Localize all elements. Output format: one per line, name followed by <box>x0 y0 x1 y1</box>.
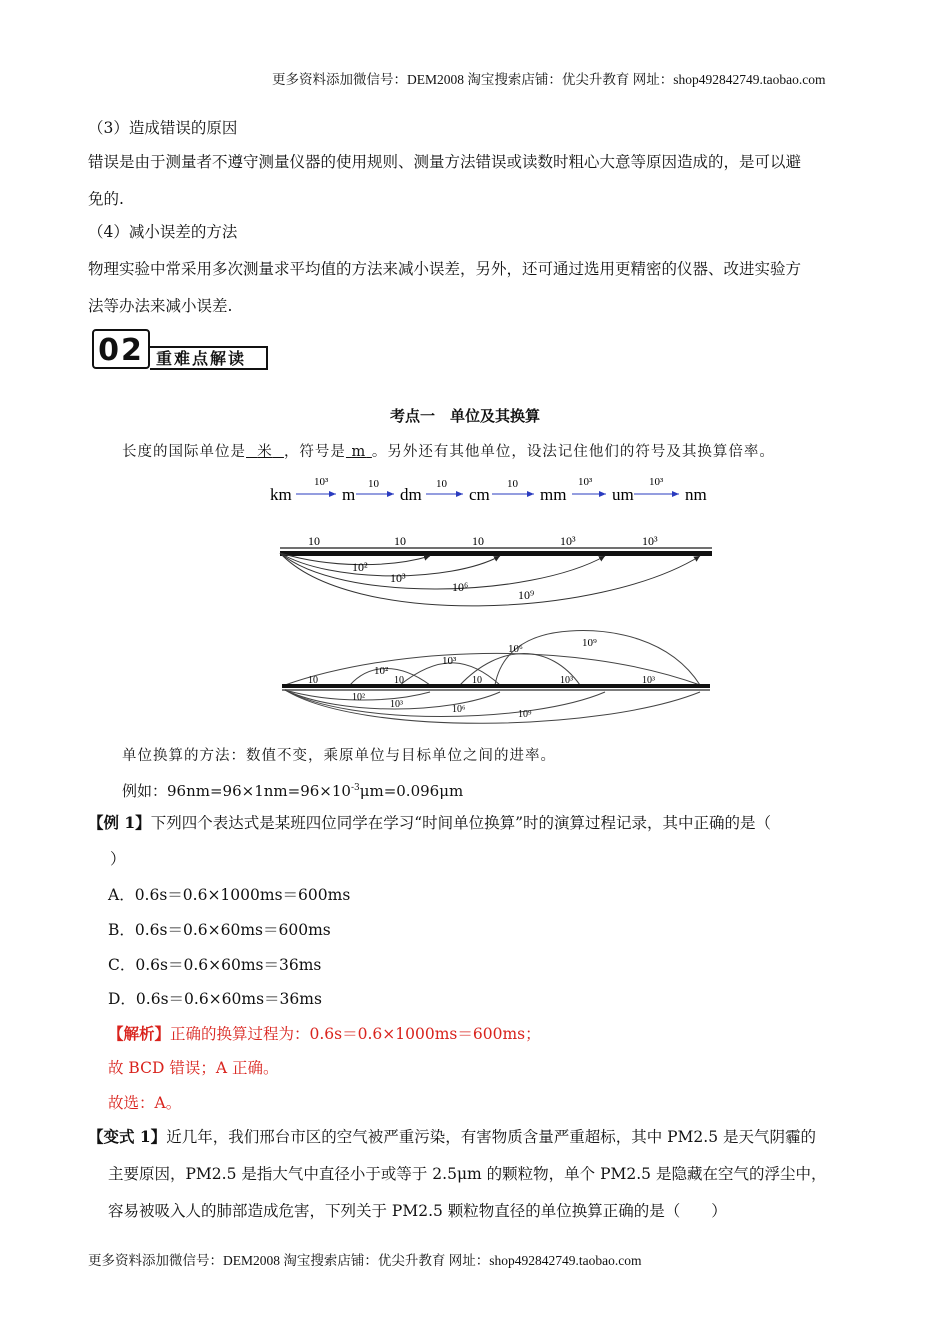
conversion-arc <box>495 631 700 685</box>
arc-label: 10³ <box>390 571 406 585</box>
question-stem: 近几年，我们邢台市区的空气被严重污染，有害物质含量严重超标，其中 PM2.5 是天气阴霾的 <box>166 1128 816 1146</box>
kaodian-title: 考点一 单位及其换算 <box>390 407 541 425</box>
question-stem: 下列四个表达式是某班四位同学在学习“时间单位换算”时的演算过程记录，其中正确的是（ <box>150 814 772 832</box>
factor-label: 10³ <box>642 675 655 686</box>
factor-label: 10³ <box>578 476 593 488</box>
example-prefix: 例如：96nm=96×1nm=96×10 <box>122 782 351 800</box>
arc-label: 10⁹ <box>518 709 532 720</box>
method-text: 单位换算的方法：数值不变，乘原单位与目标单位之间的进率。 <box>122 748 556 764</box>
variant-1-stem <box>88 1127 816 1147</box>
factor-label: 10 <box>507 478 518 490</box>
paragraph-line: 物理实验中常采用多次测量求平均值的方法来减小误差，另外，还可通过选用更精密的仪器、改进实验方 <box>88 260 802 278</box>
section-title-banner: 重难点解读 <box>150 346 268 370</box>
arc-label: 10² <box>352 560 368 574</box>
analysis-text: 正确的换算过程为：0.6s＝0.6×1000ms＝600ms； <box>170 1025 541 1043</box>
arc-label: 10³ <box>390 699 403 710</box>
option-d: D．0.6s＝0.6×60ms＝36ms <box>108 990 322 1008</box>
unit-dm: dm <box>400 485 422 504</box>
intro-text: ，符号是 <box>283 444 346 460</box>
diagram-line-bar <box>280 551 712 556</box>
option-b: B．0.6s＝0.6×60ms＝600ms <box>108 921 331 939</box>
factor-label: 10³ <box>560 675 573 686</box>
analysis-line <box>108 1024 541 1044</box>
page-footer: 更多资料添加微信号：DEM2008 淘宝搜索店铺：优尖升教育 网址：shop492842749.taobao.com <box>88 1253 642 1268</box>
conversion-arc <box>285 690 605 717</box>
arc-label: 10⁶ <box>452 580 469 594</box>
intro-text: 。另外还有其他单位，设法记住他们的符号及其换算倍率。 <box>371 444 775 460</box>
arc-label: 10² <box>374 665 389 677</box>
option-a: A．0.6s＝0.6×1000ms＝600ms <box>108 886 351 904</box>
factor-label: 10 <box>394 534 406 548</box>
unit-km: km <box>270 485 292 504</box>
conversion-arc <box>350 669 430 686</box>
factor-label: 10³ <box>560 534 576 548</box>
factor-label: 10 <box>472 675 482 686</box>
example-1-stem <box>88 813 771 833</box>
example-suffix: μm=0.096μm <box>359 782 464 800</box>
arc-label: 10⁶ <box>508 643 523 655</box>
factor-label: 10³ <box>649 476 664 488</box>
diagram-line-bar <box>282 689 710 691</box>
example-line <box>122 778 463 801</box>
factor-label: 10 <box>436 478 447 490</box>
question-stem-cont: 容易被吸入人的肺部造成危害，下列关于 PM2.5 颗粒物直径的单位换算正确的是（ ） <box>108 1202 727 1220</box>
factor-label: 10 <box>308 534 320 548</box>
unit-conversion-chain <box>260 470 730 510</box>
section-number-badge: 02 <box>92 329 150 369</box>
unit-nm: nm <box>685 485 707 504</box>
analysis-tag: 【解析】 <box>108 1024 171 1043</box>
answer-line: 故选：A。 <box>108 1094 182 1112</box>
arc-label: 10⁶ <box>452 704 466 715</box>
arc-label: 10⁹ <box>582 637 597 649</box>
factor-label: 10 <box>394 675 404 686</box>
variant-tag: 【变式 1】 <box>88 1127 167 1146</box>
paragraph-line: 免的. <box>88 190 124 208</box>
arc-label: 10³ <box>442 655 457 667</box>
conversion-diagram-2 <box>270 628 720 728</box>
intro-text: 长度的国际单位是 <box>122 444 246 460</box>
factor-label: 10³ <box>642 534 658 548</box>
example-tag: 【例 1】 <box>88 813 151 832</box>
factor-label: 10 <box>308 675 318 686</box>
conversion-arc <box>285 653 700 685</box>
paragraph-line: 错误是由于测量者不遵守测量仪器的使用规则、测量方法错误或读数时粗心大意等原因造成的，是可以避 <box>88 153 802 171</box>
arc-label: 10⁹ <box>518 588 535 602</box>
unit-name-answer: 米 <box>257 444 273 460</box>
unit-m: m <box>342 485 356 504</box>
unit-um: um <box>612 485 634 504</box>
unit-mm: mm <box>540 485 567 504</box>
factor-label: 10 <box>472 534 484 548</box>
unit-symbol-answer: m <box>351 444 367 460</box>
example-exponent: -3 <box>350 783 360 793</box>
page-header: 更多资料添加微信号：DEM2008 淘宝搜索店铺：优尖升教育 网址：shop492842749.taobao.com <box>272 72 826 87</box>
conversion-diagram-1 <box>270 528 720 628</box>
factor-label: 10 <box>368 478 379 490</box>
option-c: C．0.6s＝0.6×60ms＝36ms <box>108 956 322 974</box>
heading-reduce-error: （4）减小误差的方法 <box>88 223 238 241</box>
arc-label: 10² <box>352 692 365 703</box>
factor-label: 10³ <box>314 476 329 488</box>
heading-error-cause: （3）造成错误的原因 <box>88 119 238 137</box>
paragraph-line: 法等办法来减小误差. <box>88 297 233 315</box>
analysis-line: 故 BCD 错误；A 正确。 <box>108 1059 279 1077</box>
length-unit-intro <box>122 440 775 461</box>
question-stem-cont: ） <box>110 850 126 868</box>
question-stem-cont: 主要原因，PM2.5 是指大气中直径小于或等于 2.5μm 的颗粒物，单个 PM2.5 是隐藏在空气的浮尘中， <box>108 1165 827 1183</box>
unit-cm: cm <box>469 485 490 504</box>
